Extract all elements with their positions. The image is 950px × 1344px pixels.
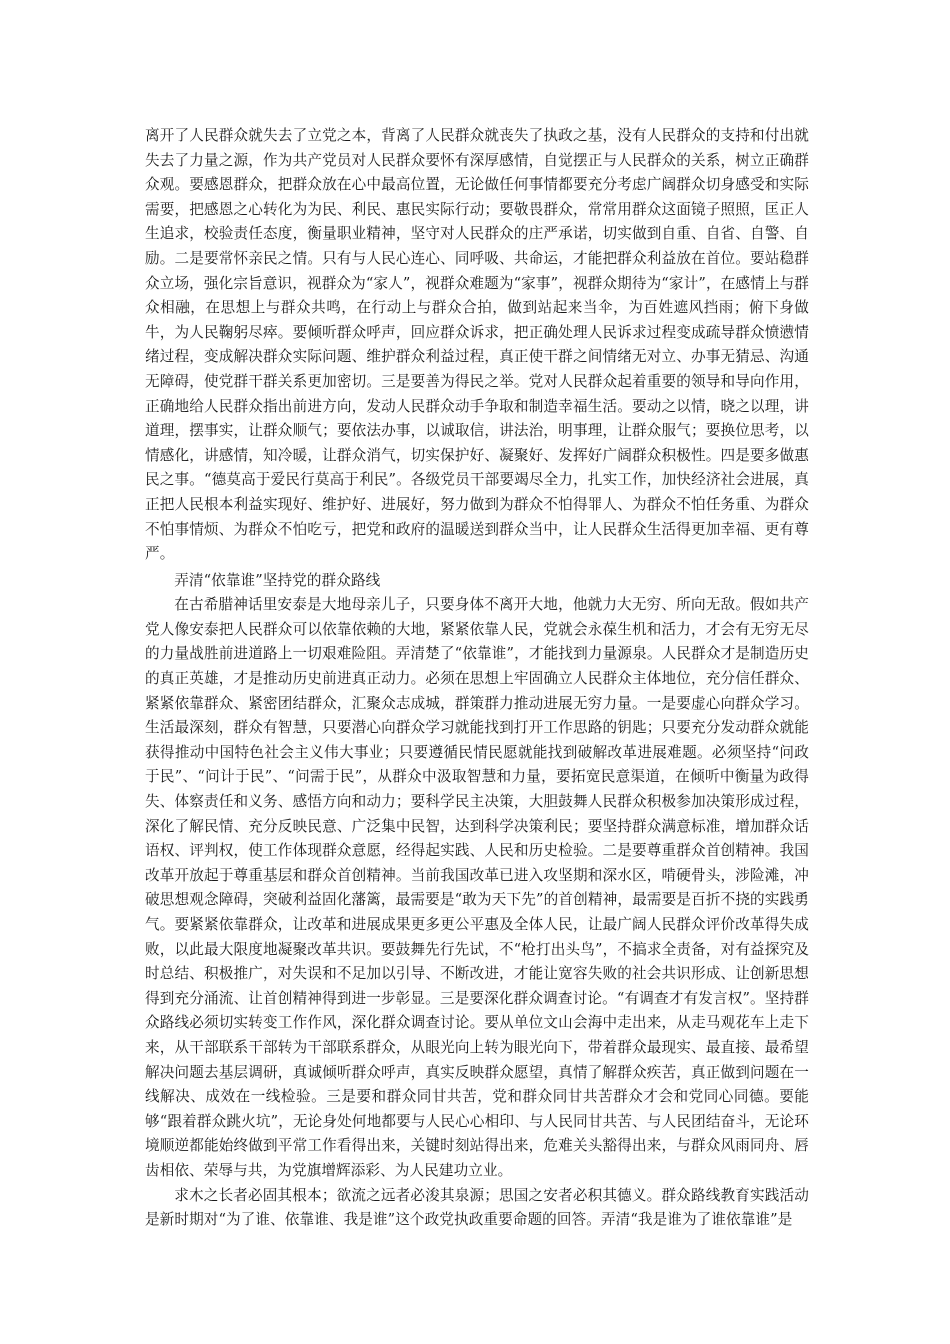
section-heading: 弄清“依靠谁”坚持党的群众路线 xyxy=(174,571,381,589)
document-body xyxy=(145,124,809,1233)
paragraph-1: 离开了人民群众就失去了立党之本，背离了人民群众就丧失了执政之基，没有人民群众的支持和付出就失去了力量之源，作为共产党员对人民群众要怀有深厚感情，自觉摆正与人民群众的关系，树立正确群众观。要感恩群众，把群众放在心中最高位置，无论做任何事情都要充分考虑广阔群众切身感受和实际需要，把感恩之心转化为为民、利民、惠民实际行动；要敬畏群众，常常用群众这面镜子照照，匡正人生追求，校验责任态度，衡量职业精神，坚守对人民群众的庄严承诺，切实做到自重、自省、自警、自励。二是要常怀亲民之情。只有与人民心连心、同呼吸、共命运，才能把群众利益放在首位。要站稳群众立场，强化宗旨意识，视群众为“家人”，视群众难题为“家事”，视群众期待为“家计”，在感情上与群众相融，在思想上与群众共鸣，在行动上与群众合拍，做到站起来当伞，为百姓遮风挡雨；俯下身做牛，为人民鞠躬尽瘁。要倾听群众呼声，回应群众诉求，把正确处理人民诉求过程变成疏导群众愤懑情绪过程，变成解决群众实际问题、维护群众利益过程，真正使干群之间情绪无对立、办事无猜忌、沟通无障碍，使党群干群关系更加密切。三是要善为得民之举。党对人民群众起着重要的领导和导向作用，正确地给人民群众指出前进方向，发动人民群众动手争取和制造幸福生活。要动之以情，晓之以理，讲道理，摆事实，让群众顺气；要依法办事，以诚取信，讲法治，明事理，让群众服气；要换位思考，以情感化，讲感情，知冷暖，让群众消气，切实保护好、凝聚好、发挥好广阔群众积极性。四是要多做惠民之事。“德莫高于爱民行莫高于利民”。各级党员干部要竭尽全力，扎实工作，加快经济社会进展，真正把人民根本利益实现好、维护好、进展好，努力做到为群众不怕得罪人、为群众不怕任务重、为群众不怕事情烦、为群众不怕吃亏，把党和政府的温暖送到群众当中，让人民群众生活得更加幸福、更有尊严。 xyxy=(145,127,809,563)
paragraph-2: 在古希腊神话里安泰是大地母亲儿子，只要身体不离开大地，他就力大无穷、所向无敌。假如共产党人像安泰把人民群众可以依靠依赖的大地，紧紧依靠人民，党就会永葆生机和活力，才会有无穷无尽的力量战胜前进道路上一切艰难险阻。弄清楚了“依靠谁”，才能找到力量源泉。人民群众才是制造历史的真正英雄，才是推动历史前进真正动力。必须在思想上牢固确立人民群众主体地位，充分信任群众、紧紧依靠群众、紧密团结群众，汇聚众志成城，群策群力推动进展无穷力量。一是要虚心向群众学习。生活最深刻，群众有智慧，只要潜心向群众学习就能找到打开工作思路的钥匙；只要充分发动群众就能获得推动中国特色社会主义伟大事业；只要遵循民情民愿就能找到破解改革进展难题。必须坚持“问政于民”、“问计于民”、“问需于民”，从群众中汲取智慧和力量，要拓宽民意渠道，在倾听中衡量为政得失、体察责任和义务、感悟方向和动力；要科学民主决策，大胆鼓舞人民群众积极参加决策形成过程，深化了解民情、充分反映民意、广泛集中民智，达到科学决策利民；要坚持群众满意标准，增加群众话语权、评判权，使工作体现群众意愿，经得起实践、人民和历史检验。二是要尊重群众首创精神。我国改革开放起于尊重基层和群众首创精神。当前我国改革已进入攻坚期和深水区，啃硬骨头，涉险滩，冲破思想观念障碍，突破利益固化藩篱，最需要是“敢为天下先”的首创精神，最需要是百折不挠的实践勇气。要紧紧依靠群众，让改革和进展成果更多更公平惠及全体人民，让最广阔人民群众评价改革得失成败，以此最大限度地凝聚改革共识。要鼓舞先行先试，不“枪打出头鸟”，不搞求全责备，对有益探究及时总结、积极推广，对失误和不足加以引导、不断改进，才能让宽容失败的社会共识形成、让创新思想得到充分涌流、让首创精神得到进一步彰显。三是要深化群众调查讨论。“有调查才有发言权”。坚持群众路线必须切实转变工作作风，深化群众调查讨论。要从单位文山会海中走出来，从走马观花车上走下来，从干部联系干部转为干部联系群众，从眼光向上转为眼光向下，带着群众最现实、最直接、最希望解决问题去基层调研，真诚倾听群众呼声，真实反映群众愿望，真情了解群众疾苦，真正做到问题在一线解决、成效在一线检验。三是要和群众同甘共苦，党和群众同甘共苦群众才会和党同心同德。要能够“跟着群众跳火坑”，无论身处何地都要与人民心心相印、与人民同甘共苦、与人民团结奋斗，无论环境顺逆都能始终做到平常工作看得出来，关键时刻站得出来，危难关头豁得出来，与群众风雨同舟、唇齿相依、荣辱与共，为党旗增辉添彩、为人民建功立业。 xyxy=(145,596,809,1179)
paragraph-3: 求木之长者必固其根本；欲流之远者必浚其泉源；思国之安者必积其德义。群众路线教育实践活动是新时期对“为了谁、依靠谁、我是谁”这个政党执政重要命题的回答。弄清“我是谁为了谁依靠谁”是 xyxy=(145,1186,809,1229)
